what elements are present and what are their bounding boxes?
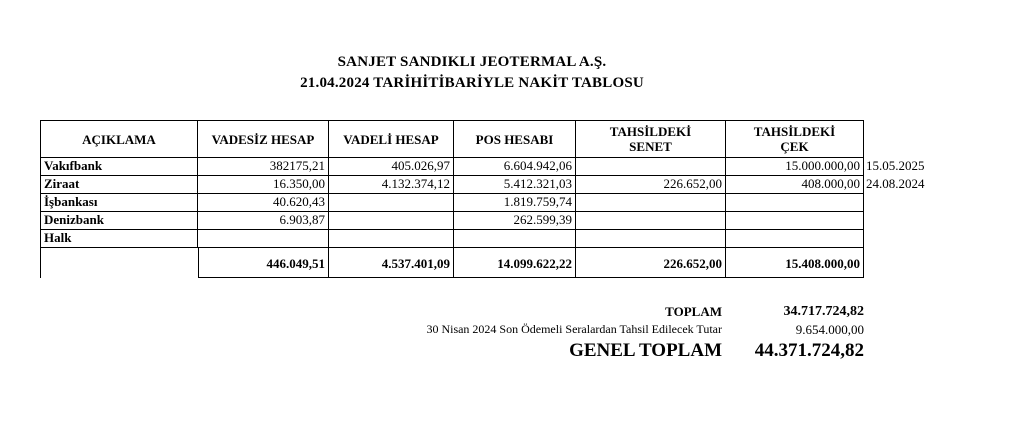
sera-value: 9.654.000,00: [795, 322, 864, 337]
cell-senet: [576, 158, 726, 176]
total-pos: 14.099.622,22: [454, 248, 576, 278]
header-vadesiz: VADESİZ HESAP: [198, 120, 329, 158]
cell-cek: 15.000.000,00: [726, 158, 864, 176]
cell-pos: [454, 230, 576, 248]
genel-toplam-value: 44.371.724,82: [754, 340, 864, 361]
cell-vadesiz: 6.903,87: [198, 212, 329, 230]
report-title: SANJET SANDIKLI JEOTERMAL A.Ş.: [337, 54, 607, 70]
cell-cek-date: 24.08.2024: [866, 176, 925, 191]
header-vadeli: VADELİ HESAP: [329, 120, 454, 158]
cell-vadesiz: [198, 230, 329, 248]
totals-spacer: [40, 248, 198, 278]
total-vadeli: 4.537.401,09: [329, 248, 454, 278]
header-pos: POS HESABI: [454, 120, 576, 158]
cell-vadeli: 4.132.374,12: [329, 176, 454, 194]
cell-cek: [726, 230, 864, 248]
cell-senet: [576, 212, 726, 230]
cell-vadesiz: 16.350,00: [198, 176, 329, 194]
cell-vadeli: [329, 230, 454, 248]
cell-vadeli: 405.026,97: [329, 158, 454, 176]
cell-vadeli: [329, 212, 454, 230]
row-label: Denizbank: [40, 212, 198, 230]
cell-pos: 1.819.759,74: [454, 194, 576, 212]
total-vadesiz: 446.049,51: [198, 248, 329, 278]
genel-toplam-label: GENEL TOPLAM: [569, 340, 722, 361]
toplam-value: 34.717.724,82: [783, 304, 864, 319]
cell-senet: 226.652,00: [576, 176, 726, 194]
cell-cek: 408.000,00: [726, 176, 864, 194]
header-aciklama: AÇIKLAMA: [40, 120, 198, 158]
header-cek: TAHSİLDEKİ ÇEK: [726, 120, 864, 158]
cell-senet: [576, 194, 726, 212]
row-label: Vakıfbank: [40, 158, 198, 176]
row-label: Halk: [40, 230, 198, 248]
row-label: İşbankası: [40, 194, 198, 212]
cell-pos: 5.412.321,03: [454, 176, 576, 194]
cell-cek: [726, 194, 864, 212]
cell-vadesiz: 40.620,43: [198, 194, 329, 212]
cell-senet: [576, 230, 726, 248]
sera-label: 30 Nisan 2024 Son Ödemeli Seralardan Tahsil Edilecek Tutar: [426, 322, 722, 336]
row-label: Ziraat: [40, 176, 198, 194]
toplam-label: TOPLAM: [665, 304, 722, 319]
cell-cek: [726, 212, 864, 230]
total-cek: 15.408.000,00: [726, 248, 864, 278]
cell-pos: 262.599,39: [454, 212, 576, 230]
cell-vadesiz: 382175,21: [198, 158, 329, 176]
report-subtitle: 21.04.2024 TARİHİTİBARİYLE NAKİT TABLOSU: [300, 75, 644, 91]
total-senet: 226.652,00: [576, 248, 726, 278]
cell-vadeli: [329, 194, 454, 212]
cell-cek-date: 15.05.2025: [866, 158, 925, 173]
header-senet: TAHSİLDEKİ SENET: [576, 120, 726, 158]
cell-pos: 6.604.942,06: [454, 158, 576, 176]
